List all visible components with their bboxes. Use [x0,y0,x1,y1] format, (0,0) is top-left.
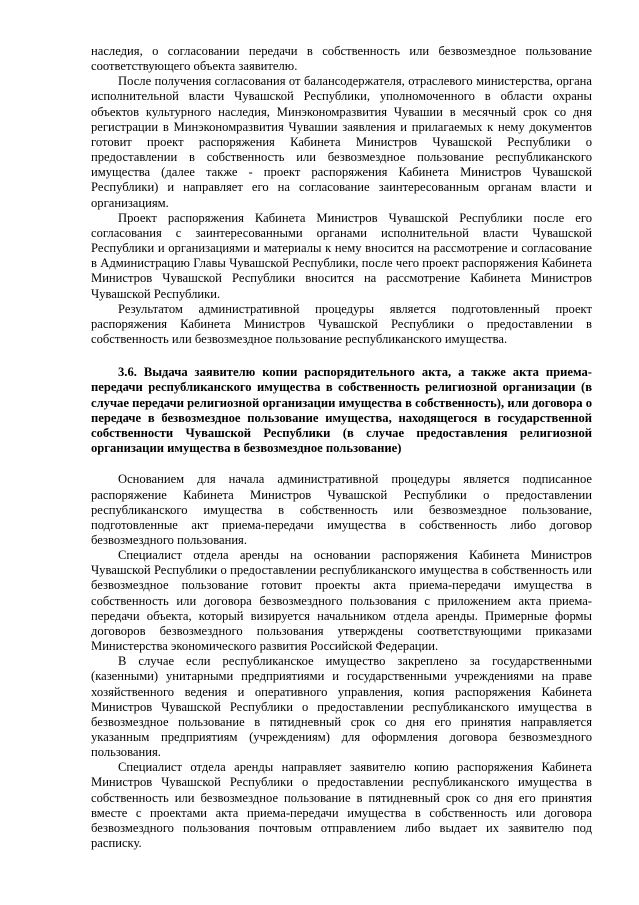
section-heading-3-6: 3.6. Выдача заявителю копии распорядительного акта, а также акта приема-передачи республиканского имущества в собственность религиозной организации (в случае передачи религиозной организации имущества в собственность), или договора о передаче в безвозмездное пользование имущества, находящегося в государственной собственности Чувашской Республики (в случае предоставления религиозной организации имущества в безвозмездное пользование) [91,365,592,456]
paragraph-copy-delivery: Специалист отдела аренды направляет заявителю копию распоряжения Кабинета Министров Чувашской Республики о предоставлении республиканского имущества в собственность или безвозмездное пользование в пятидневный срок со дня его принятия вместе с проектами акта приема-передачи имущества в собственность или договора безвозмездного пользования почтовым отправлением либо выдает их заявителю под расписку. [91,760,592,851]
paragraph-approval-receipt: После получения согласования от балансодержателя, отраслевого министерства, органа исполнительной власти Чувашской Республики, уполномоченного в области охраны объектов культурного наследия, Минэкономразвития Чувашии в месячный срок со дня регистрации в Минэкономразвития Чувашии заявления и прилагаемых к нему документов готовит проект распоряжения Кабинета Министров Чувашской Республики о предоставлении в собственность или безвозмездное пользование республиканского имущества (далее также - проект распоряжения Кабинета Министров Чувашской Республики) и направляет его на согласование заинтересованным органам власти и организациям. [91,74,592,210]
spacer [91,347,592,365]
paragraph-grounds: Основанием для начала административной процедуры является подписанное распоряжение Кабинета Министров Чувашской Республики о предоставлении республиканского имущества в собственность или безвозмездное пользование, подготовленные акт приема-передачи имущества в собственность либо договор безвозмездного пользования. [91,472,592,547]
document-page [91,44,592,851]
paragraph-state-enterprises: В случае если республиканское имущество закреплено за государственными (казенными) унитарными предприятиями и государственными учреждениями на праве хозяйственного ведения и оперативного управления, копия распоряжения Кабинета Министров Чувашской Республики о предоставлении республиканского имущества в безвозмездное пользование в пятидневный срок со дня его принятия направляется указанным предприятиям (учреждениям) для оформления договора безвозмездного пользования. [91,654,592,760]
paragraph-continuation: наследия, о согласовании передачи в собственность или безвозмездное пользование соответствующего объекта заявителю. [91,44,592,74]
spacer [91,456,592,472]
paragraph-procedure-result: Результатом административной процедуры является подготовленный проект распоряжения Кабинета Министров Чувашской Республики о предоставлении в собственность или безвозмездное пользование республиканского имущества. [91,301,592,346]
paragraph-lease-specialist: Специалист отдела аренды на основании распоряжения Кабинета Министров Чувашской Республики о предоставлении республиканского имущества в собственность или безвозмездное пользование готовит проекты акта приема-передачи имущества в собственность или договора безвозмездного пользования с приложением акта приема-передачи объекта, который визируется начальником отдела аренды. Примерные формы договоров безвозмездного пользования утверждены соответствующими приказами Министерства экономического развития Российской Федерации. [91,548,592,654]
paragraph-draft-order: Проект распоряжения Кабинета Министров Чувашской Республики после его согласования с заинтересованными органами исполнительной власти Чувашской Республики и организациями и материалы к нему вносится на рассмотрение и согласование в Администрацию Главы Чувашской Республики, после чего проект распоряжения Кабинета Министров Чувашской Республики вносится на рассмотрение Кабинета Министров Чувашской Республики. [91,210,592,301]
